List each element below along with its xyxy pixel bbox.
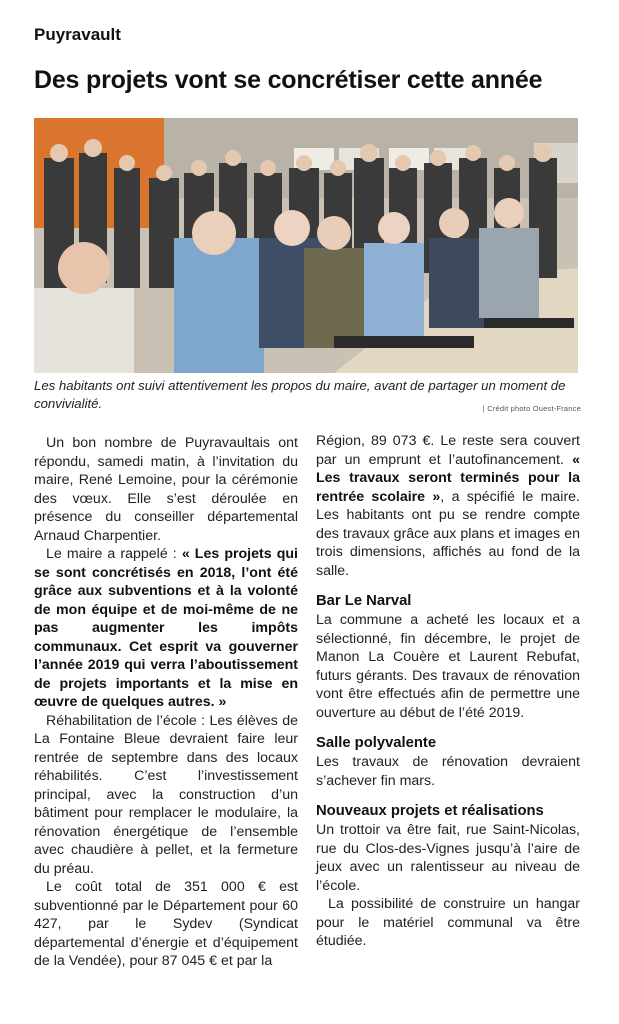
photo-caption: Les habitants ont suivi attentivement les propos du maire, avant de partager un moment de convivialité. [34,378,566,411]
paragraph-ecole: Réhabilitation de l’école : Les élèves de La Fontaine Bleue devraient faire leur rentrée de septembre dans des locaux réhabilités. C’est l’investissement principal, avec la construction d’un bâtiment pour remplacer le modulaire, la rénovation énergétique de l’ensemble avec chaudière à pellet, et la fermeture du préau. [34,712,298,877]
article-column-left [34,434,298,971]
paragraph-maire-quote [34,545,298,712]
rubric-label: Puyravault [34,25,121,44]
article-headline: Des projets vont se concrétiser cette année [34,66,543,94]
subheading-nouveaux: Nouveaux projets et réalisations [316,803,544,819]
article-column-right [316,432,580,951]
subheading-bar: Bar Le Narval [316,593,412,609]
paragraph-cout-tail: , a spécifié le maire. Les habitants ont pu se rendre compte des travaux grâce aux plans et images en trois dimensions, affichés au fond de la salle. [316,488,581,579]
photo-credit: | Crédit photo Ouest-France [482,404,581,413]
paragraph-bar: La commune a acheté les locaux et a sélectionné, fin décembre, le projet de Manon La Couère et Laurent Rebufat, futurs gérants. Des travaux de rénovation vont être effectués afin de permettre une ouverture au début de l’été 2019. [316,612,580,721]
paragraph-cout-suite [316,432,580,580]
paragraph-trottoir: Un trottoir va être fait, rue Saint-Nicolas, rue du Clos-des-Vignes jusqu’à l’aire de jeux avec un ralentisseur au niveau de l’école. [316,822,580,894]
paragraph-hangar: La possibilité de construire un hangar pour le matériel communal va être étudiée. [316,896,580,949]
travaux-quote: « Les travaux seront terminés pour la rentrée scolaire » [316,451,580,505]
paragraph-lead: Le maire a rappelé : [46,546,182,562]
maire-quote: « Les projets qui se sont concrétisés en 2018, l’ont été grâce aux subventions et à la volonté de mon équipe et de moi-même de ne pas augmenter les impôts communaux. Cet esprit va gouverner l’année 2019 qui verra l’aboutissement de projets importants et la mise en œuvre de quelques autres. » [34,546,298,710]
paragraph-cout-rest: Région, 89 073 €. Le reste sera couvert par un emprunt et l’autofinancement. [316,433,580,468]
subheading-salle: Salle polyvalente [316,735,437,751]
paragraph-salle: Les travaux de rénovation devraient s’achever fin mars. [316,754,580,789]
paragraph-intro: Un bon nombre de Puyravaultais ont répondu, samedi matin, à l’invitation du maire, René Lemoine, pour la cérémonie des vœux. Elle s’est déroulée en présence du conseiller départemental Arnaud Charpentier. [34,435,298,544]
article-photo [34,118,578,373]
paragraph-cout: Le coût total de 351 000 € est subventionné par le Département pour 60 427, par le Sydev (Syndicat départemental d’énergie et d’équipement de la Vendée), pour 87 045 € et par la [34,879,298,969]
